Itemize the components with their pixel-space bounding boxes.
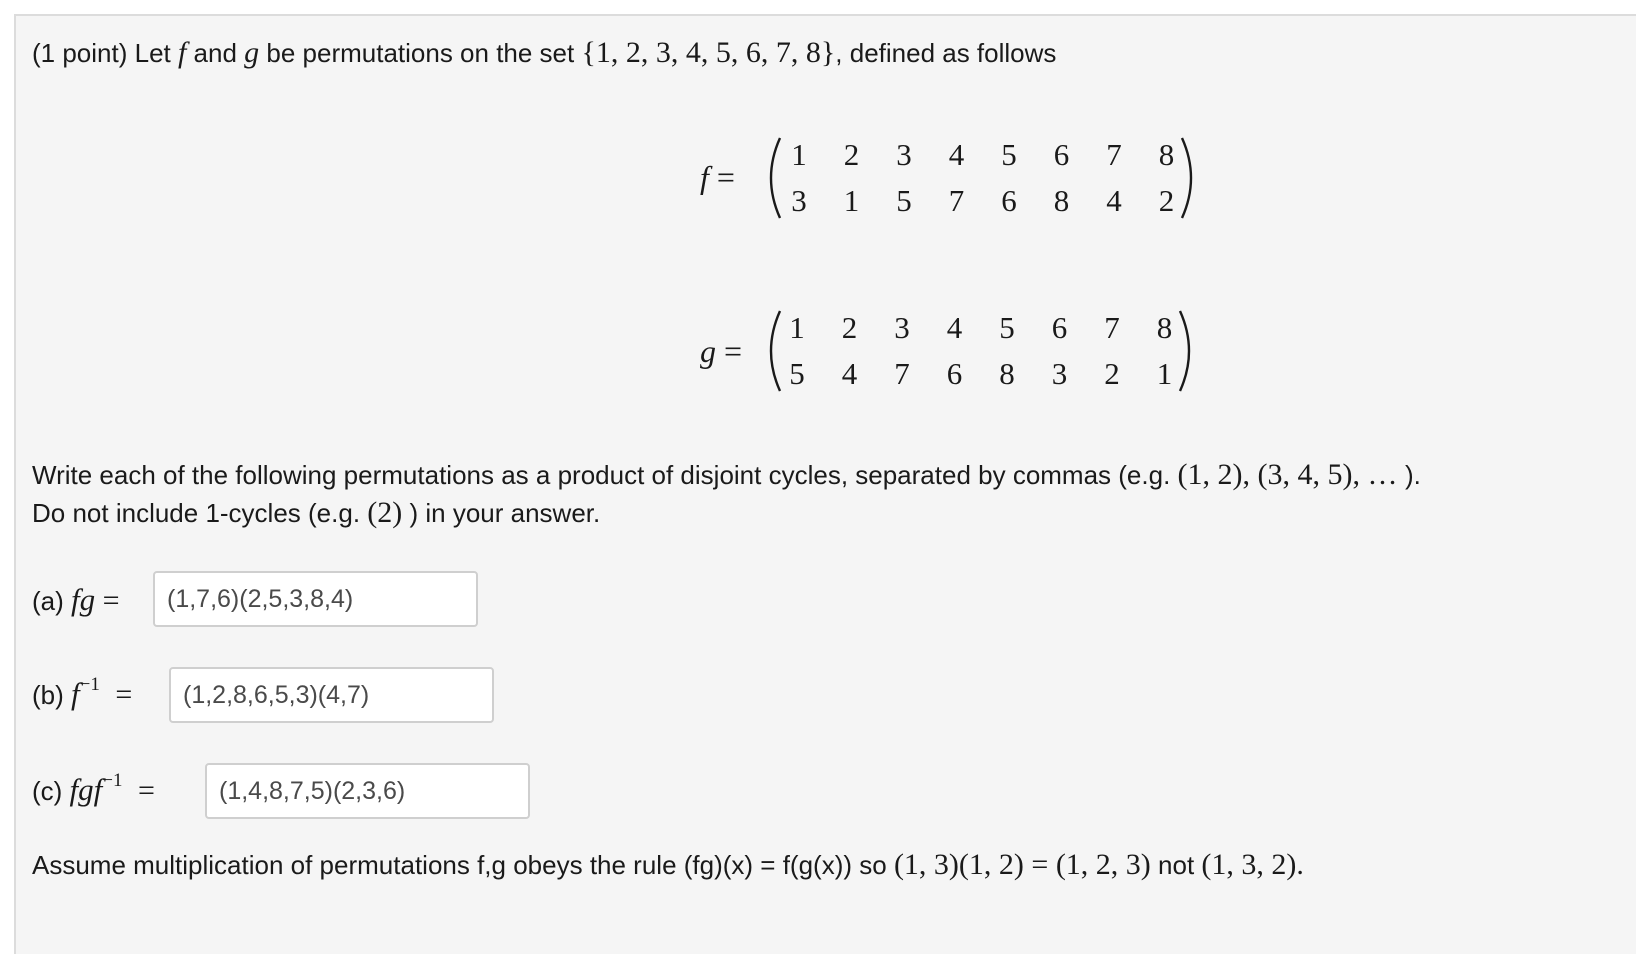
matrix-g-top-cell-6: 6	[1051, 310, 1068, 345]
matrix-f-top-cell-6: 6	[1053, 137, 1070, 172]
instructions-line2-prefix: Do not include 1-cycles (e.g.	[32, 498, 368, 528]
matrix-f-bottom-cell-1: 3	[791, 183, 807, 218]
matrix-g-bottom-cell-8: 1	[1156, 356, 1173, 391]
intro-and: and	[186, 38, 245, 68]
intro-prefix: (1 point) Let	[32, 38, 178, 68]
matrix-g-eq: =	[716, 333, 743, 369]
part-a-answer-input[interactable]	[153, 571, 478, 627]
matrix-f-lhs	[700, 159, 735, 196]
part-c-expr: fgf	[69, 772, 103, 807]
intro-set: {1, 2, 3, 4, 5, 6, 7, 8}	[581, 36, 836, 69]
part-a-expr: fg	[71, 582, 96, 617]
part-b-expr: f	[71, 676, 80, 711]
part-c-answer-input[interactable]	[205, 763, 530, 819]
matrix-f-bottom-cell-5: 6	[1001, 183, 1017, 218]
intro-f-symbol: f	[177, 36, 187, 69]
multiplication-rule-note	[32, 848, 1304, 882]
part-a-prefix: (a)	[32, 586, 71, 616]
part-b-label	[32, 676, 132, 712]
intro-g-symbol: g	[244, 36, 260, 69]
matrix-f-bottom-cell-8: 2	[1158, 183, 1175, 218]
matrix-g-lhs	[700, 333, 742, 370]
part-b-eq: =	[107, 678, 133, 711]
matrix-g-name: g	[700, 333, 716, 369]
part-a-eq: =	[95, 584, 120, 617]
matrix-f-bottom-cell-6: 8	[1053, 183, 1070, 218]
matrix-g-top-cell-5: 5	[999, 310, 1015, 345]
instructions-line1-math: (1, 2), (3, 4, 5), …	[1177, 458, 1405, 491]
instructions-line2-math: (2)	[367, 496, 403, 529]
matrix-f-top-cell-3: 3	[896, 137, 912, 172]
matrix-f-bottom-cell-3: 5	[896, 183, 912, 218]
matrix-f-top-cell-8: 8	[1158, 137, 1175, 172]
part-b-prefix: (b)	[32, 680, 71, 710]
matrix-g-top-cell-4: 4	[946, 310, 963, 345]
part-a-label	[32, 582, 120, 618]
part-c-label	[32, 772, 155, 808]
footer-prefix: Assume multiplication of permutations f,g obeys the rule (fg)(x) = f(g(x)) so	[32, 850, 894, 880]
instructions-line2-suffix: ) in your answer.	[402, 498, 601, 528]
part-c-superscript: −1	[102, 770, 123, 791]
matrix-g-bottom-cell-2: 4	[841, 356, 858, 391]
matrix-f-bottom-cell-7: 4	[1106, 183, 1122, 218]
instructions-line1-suffix: ).	[1405, 460, 1421, 490]
matrix-f-top-cell-5: 5	[1001, 137, 1017, 172]
matrix-g-top-cell-1: 1	[789, 310, 805, 345]
intro-mid: be permutations on the set	[259, 38, 582, 68]
matrix-g-bottom-cell-6: 3	[1051, 356, 1068, 391]
matrix-f-bottom-cell-2: 1	[843, 183, 860, 218]
matrix-g-top-cell-7: 7	[1104, 310, 1120, 345]
instructions-line-1	[32, 458, 1421, 492]
matrix-g-top-cell-3: 3	[894, 310, 910, 345]
intro-suffix: , defined as follows	[835, 38, 1057, 68]
footer-math-2: (1, 3, 2)	[1201, 848, 1297, 881]
matrix-f-top-cell-7: 7	[1106, 137, 1122, 172]
matrix-f-top-cell-2: 2	[843, 137, 860, 172]
instructions-line-2	[32, 496, 600, 530]
matrix-g-bottom-cell-1: 5	[789, 356, 805, 391]
matrix-g-bottom-cell-3: 7	[894, 356, 910, 391]
matrix-f-bottom-cell-4: 7	[948, 183, 965, 218]
matrix-f-eq: =	[708, 159, 735, 195]
matrix-f-top-cell-4: 4	[948, 137, 965, 172]
part-b-superscript: −1	[79, 674, 100, 695]
problem-intro	[32, 36, 1056, 70]
part-c-prefix: (c)	[32, 776, 70, 806]
matrix-g-bottom-cell-5: 8	[999, 356, 1015, 391]
matrix-f-top-cell-1: 1	[791, 137, 807, 172]
matrix-f-name: f	[700, 159, 709, 195]
matrix-g-bottom-cell-7: 2	[1104, 356, 1120, 391]
footer-math-1: (1, 3)(1, 2) = (1, 2, 3)	[893, 848, 1151, 881]
instructions-line1-prefix: Write each of the following permutations as a product of disjoint cycles, separated by commas (e.g.	[32, 460, 1178, 490]
matrix-g-bottom-cell-4: 6	[946, 356, 963, 391]
footer-end: .	[1296, 848, 1304, 881]
part-c-eq: =	[130, 774, 155, 807]
footer-not: not	[1150, 850, 1202, 880]
matrix-g-top-cell-2: 2	[841, 310, 858, 345]
matrix-g-top-cell-8: 8	[1156, 310, 1173, 345]
part-b-answer-input[interactable]	[169, 667, 494, 723]
